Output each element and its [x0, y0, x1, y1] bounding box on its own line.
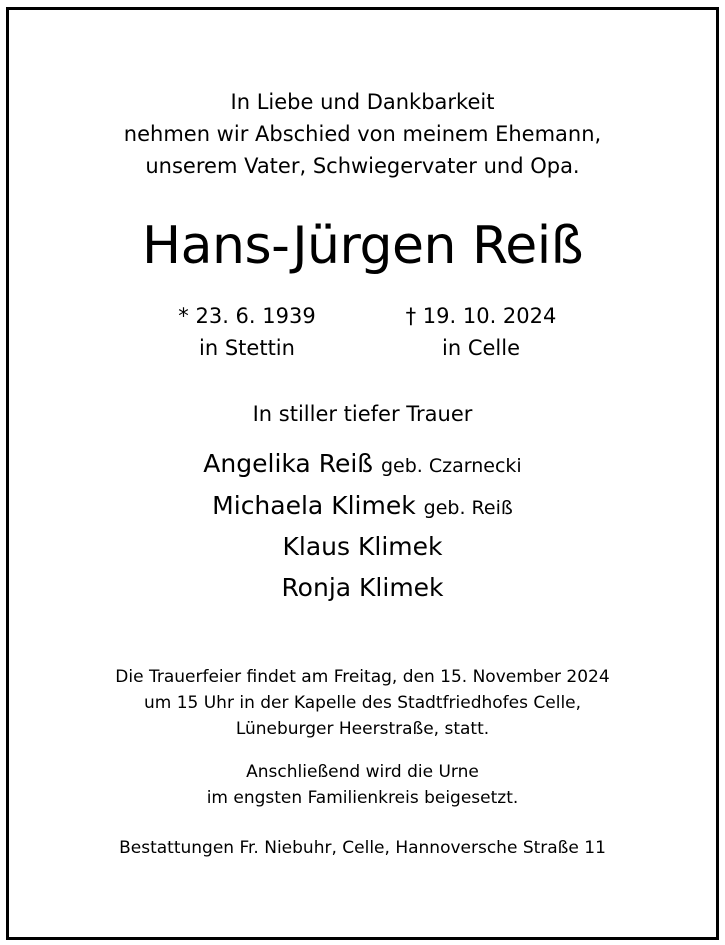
funeral-info-line-1: Die Trauerfeier findet am Freitag, den 15. November 2024 — [115, 667, 610, 687]
undertaker-line: Bestattungen Fr. Niebuhr, Celle, Hannoversche Straße 11 — [119, 838, 606, 858]
urn-info-line-2: im engsten Familienkreis beigesetzt. — [206, 788, 519, 808]
intro-line-1: In Liebe und Dankbarkeit — [230, 90, 495, 114]
mourner-1 — [0, 449, 725, 478]
mourner-name: Michaela Klimek — [212, 491, 416, 520]
mourner-name: Klaus Klimek — [282, 532, 443, 561]
mourner-2 — [0, 491, 725, 520]
urn-info-line-1: Anschließend wird die Urne — [246, 762, 479, 782]
intro-line-2: nehmen wir Abschied von meinem Ehemann, — [123, 122, 602, 146]
life-dates — [0, 300, 725, 370]
deceased-name: Hans-Jürgen Reiß — [142, 216, 583, 276]
birth-date: * 23. 6. 1939 — [178, 304, 316, 328]
mourners-heading: In stiller tiefer Trauer — [252, 402, 473, 426]
funeral-info-line-2: um 15 Uhr in der Kapelle des Stadtfriedhofes Celle, — [143, 693, 582, 713]
birth-place: in Stettin — [199, 336, 295, 360]
mourner-name: Ronja Klimek — [281, 573, 444, 602]
death-date: † 19. 10. 2024 — [405, 304, 557, 328]
mourner-note: geb. Reiß — [423, 497, 513, 519]
intro-line-3: unserem Vater, Schwiegervater und Opa. — [145, 154, 580, 178]
mourner-name: Angelika Reiß — [203, 449, 374, 478]
death-place: in Celle — [442, 336, 520, 360]
birth-info — [127, 300, 367, 364]
mourner-3 — [0, 532, 725, 561]
death-info — [361, 300, 601, 364]
mourner-note: geb. Czarnecki — [380, 455, 522, 477]
mourner-4 — [0, 573, 725, 602]
funeral-info-line-3: Lüneburger Heerstraße, statt. — [235, 719, 490, 739]
